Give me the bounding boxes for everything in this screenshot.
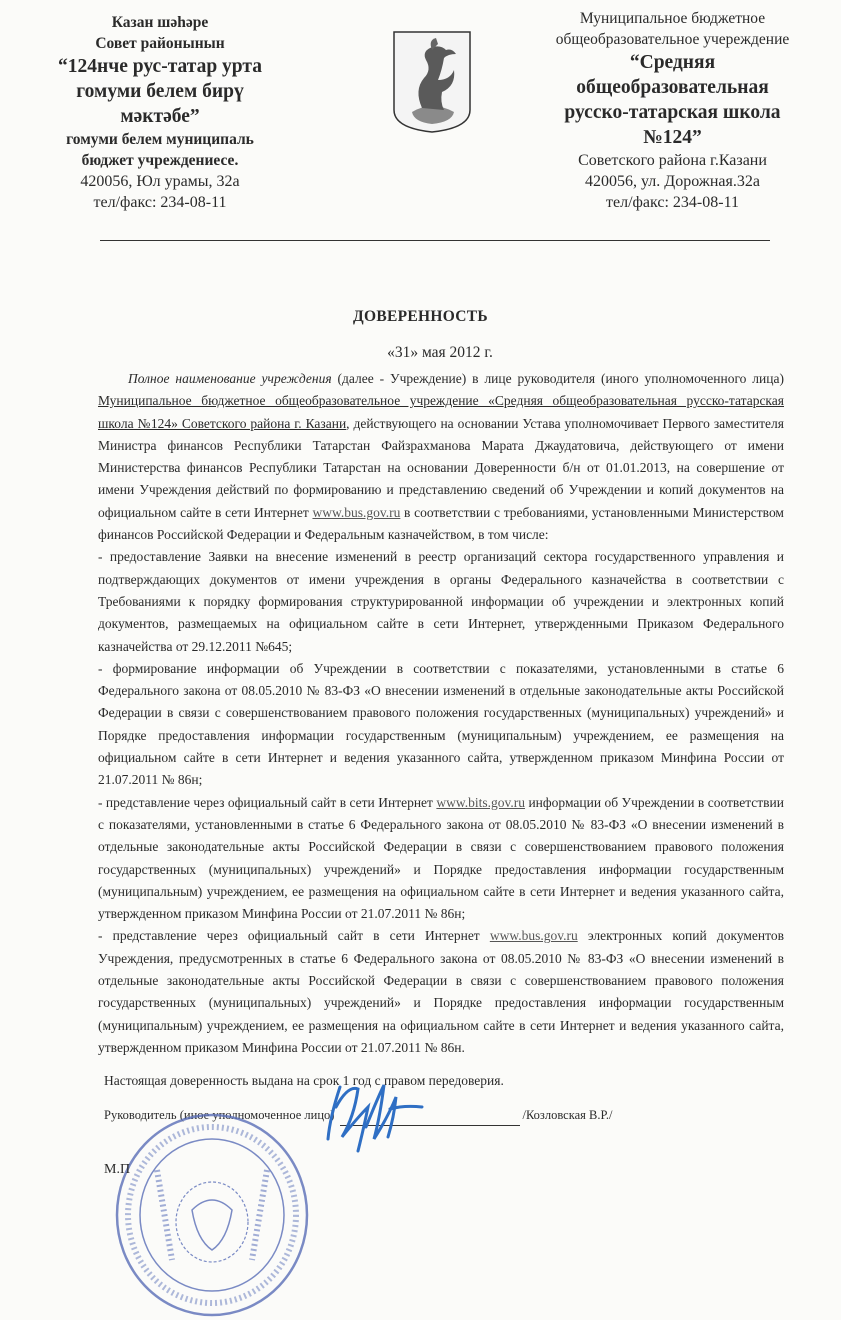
seal-place-label: М.П — [104, 1162, 131, 1178]
signer-label: Руководитель (иное уполномоченное лицо) — [104, 1108, 335, 1123]
institution-type: Муниципальное бюджетное — [579, 10, 766, 27]
signature-row — [98, 1105, 784, 1126]
paragraph-text: (далее - Учреждение) в лице руководителя (иного уполномоченного лица) — [331, 371, 784, 386]
paragraph-text: информации об Учреждении в соответствии с показателями, установленными в статье 6 Федерального закона от 08.05.2010 № 83-ФЗ «О внесении изменений в отдельные законодательные акты Российской Федерации в связи с совершенствованием правового положения государственных (муниципальных) учреждений» и Порядке предоставления информации государственным (муниципальным) учреждением, ее размещения на официальном сайте в сети Интернет и ведения указанного сайта, утвержденном приказом Минфина России от 21.07.2011 № 86н; — [98, 794, 785, 922]
address: 420056, ул. Дорожная.32а — [585, 173, 760, 190]
institution-name: Муниципальное бюджетное общеобразовательное учреждение «Средняя общеобразовательная русско-татарская школа №124» Советского района г. Казани — [98, 393, 784, 431]
address-tatar: 420056, Юл урамы, 32а — [80, 173, 240, 190]
validity-statement: Настоящая доверенность выдана на срок 1 год с правом передоверия. — [104, 1073, 504, 1089]
body-paragraph — [98, 368, 784, 546]
phone: тел/факс: 234-08-11 — [606, 194, 739, 211]
kazan-coat-of-arms-emblem — [392, 30, 472, 134]
institution-type-tatar: бюджет учреждениесе. — [81, 152, 239, 169]
body-paragraph — [98, 658, 784, 792]
document-body — [98, 368, 784, 1059]
seal-area — [98, 1160, 784, 1320]
school-name-tatar: мәктәбе” — [120, 106, 200, 127]
school-name: “Средняя — [629, 52, 716, 73]
body-paragraph — [98, 792, 784, 926]
header-right — [535, 8, 810, 213]
document-content — [98, 368, 784, 1320]
phone-tatar: тел/факс: 234-08-11 — [93, 194, 227, 211]
header-left — [30, 12, 290, 213]
paragraph-text: , действующего на основании Устава уполномочивает Первого заместителя Министра финансов Республики Татарстан Файзрахманова Марата Джаудатовича, действующего от имени Министерства финансов Республики Татарстан на основании Доверенности б/н от 01.01.2013, на совершение от имени Учреждения действий по формированию и представлению сведений об Учреждении и копий документов на официальном сайте в сети Интернет — [98, 415, 784, 520]
school-name-tatar: “124нче рус-татар урта — [58, 56, 262, 77]
paragraph-text: электронных копий документов Учреждения, предусмотренных в статье 6 Федерального закона от 08.05.2010 № 83-ФЗ «О внесении изменений в отдельные законодательные акты Российской Федерации в связи с совершенствованием правового положения государственных (муниципальных) учреждений» и Порядке предоставления информации государственным (муниципальным) учреждением, ее размещения на официальном сайте в сети Интернет и ведения указанного сайта, утвержденном приказом Минфина России от 21.07.2011 № 86н. — [98, 928, 784, 1055]
official-seal-stamp — [112, 1110, 312, 1320]
institution-type: общеобразовательное учереждение — [555, 31, 790, 48]
district: Советского района г.Казани — [578, 152, 767, 169]
paragraph-text: - формирование информации об Учреждении в соответствии с показателями, установленными в статье 6 Федерального закона от 08.05.2010 № 83-ФЗ «О внесении изменений в отдельные законодательные акты Российской Федерации в связи с совершенствованием правового положения государственных (муниципальных) учреждений» и Порядке предоставления информации государственным (муниципальным) учреждением, ее размещения на официальном сайте в сети Интернет и ведения указанного сайта, утвержденном приказом Минфина России от 21.07.2011 № 86н; — [98, 660, 784, 788]
body-paragraph — [98, 925, 784, 1059]
document-title: ДОВЕРЕННОСТЬ — [353, 308, 488, 325]
paragraph-text: - предоставление Заявки на внесение изменений в реестр организаций сектора государственного управления и подтверждающих документов от имени учреждения в органы Федерального казначейства в соответствии с Требованиями к порядку формирования структурированной информации об учреждении и электронных копий документов, размещаемых на официальном сайте в сети Интернет, утвержденными Приказом Федерального казначейства от 29.12.2011 №645; — [98, 549, 784, 654]
paragraph-text: - представление через официальный сайт в сети Интернет — [98, 794, 437, 810]
website-link[interactable]: www.bus.gov.ru — [312, 504, 401, 520]
body-paragraph — [98, 546, 784, 657]
document-date: «31» мая 2012 г. — [387, 344, 493, 361]
signature-line — [340, 1105, 520, 1126]
header-left-line2: Совет районынын — [95, 35, 225, 52]
signer-name: /Козловская В.Р./ — [522, 1108, 613, 1123]
italic-label: Полное наименование учреждения — [128, 371, 332, 386]
website-link[interactable]: www.bus.gov.ru — [489, 928, 578, 944]
paragraph-text: в соответствии с требованиями, установленными Министерством финансов Российской Федерации и Федеральным казначейством, в том числе: — [98, 504, 784, 543]
header-divider — [100, 240, 770, 241]
paragraph-text: - представление через официальный сайт в сети Интернет — [98, 928, 490, 944]
school-name: русско-татарская школа — [564, 102, 781, 123]
school-name: общеобразовательная — [576, 77, 769, 98]
header-left-line1: Казан шәһәре — [111, 14, 209, 31]
school-name-tatar: гомуми белем бирү — [76, 81, 244, 102]
website-link[interactable]: www.bits.gov.ru — [436, 794, 526, 810]
institution-type-tatar: гомуми белем муниципаль — [66, 131, 254, 148]
school-name: №124” — [643, 127, 702, 148]
